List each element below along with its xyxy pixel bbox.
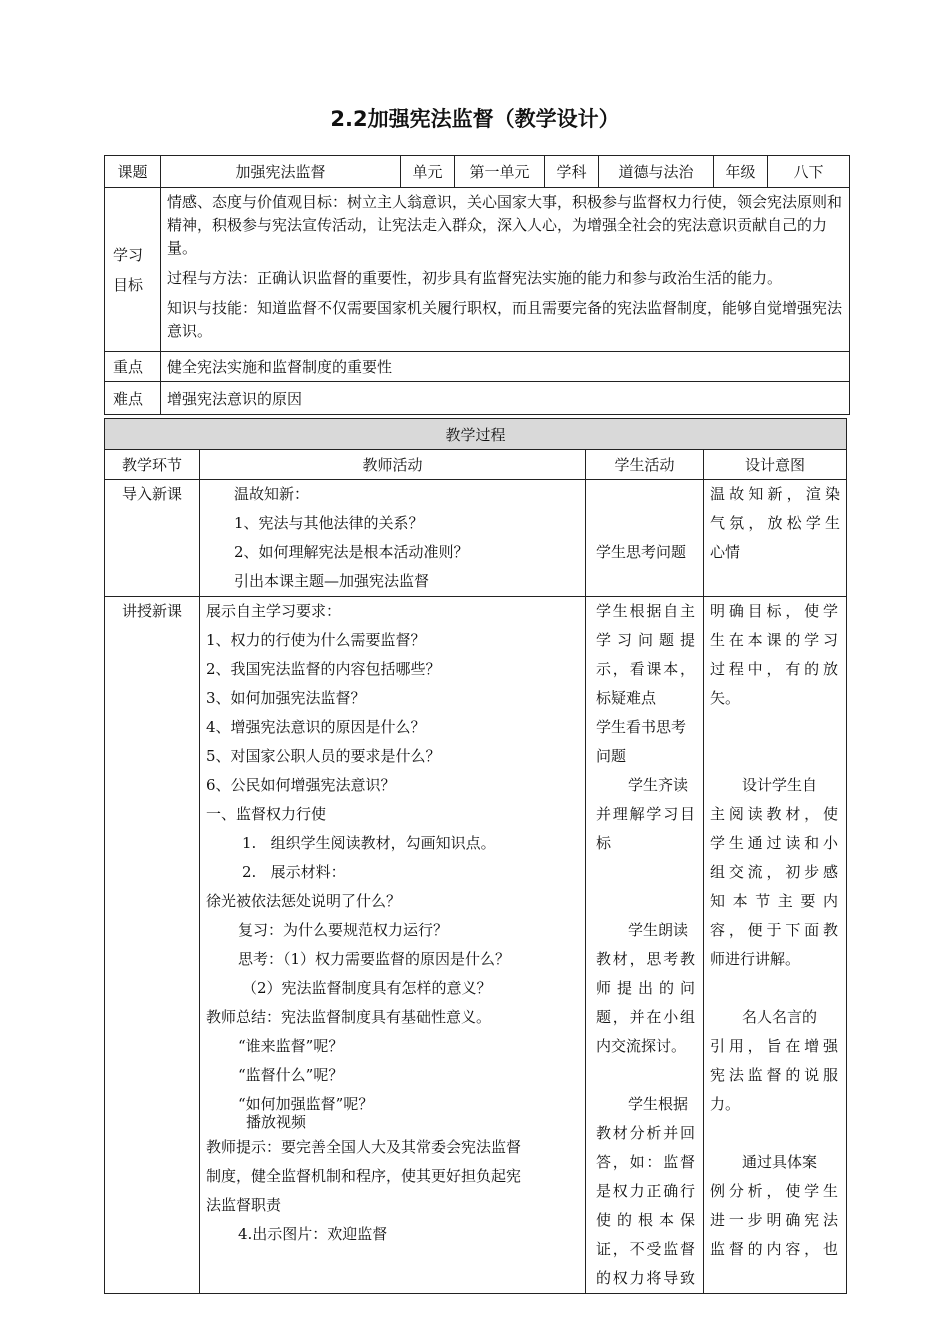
intro-student-line: 学生思考问题 [596,543,687,561]
lecture-student-line: 学生齐读 [628,776,689,794]
lecture-teacher-line: 4、增强宪法意识的原因是什么？ [206,718,426,736]
lecture-student-line: 学生看书思考 [596,718,687,736]
lecture-teacher-line: 一、监督权力行使 [206,805,327,823]
lecture-teacher-line: 1. 组织学生阅读教材，勾画知识点。 [242,834,496,852]
objectives-label-line2: 目标 [113,275,144,294]
lecture-intent-line: 例分析，使学生 [710,1182,839,1200]
grade-value: 八下 [768,156,850,188]
objectives-label-line1: 学习 [113,245,144,264]
difficulty-text: 增强宪法意识的原因 [161,382,850,415]
key-point-text: 健全宪法实施和监督制度的重要性 [161,352,850,382]
page-title: 2.2加强宪法监督（教学设计） [330,107,620,131]
lecture-intent [704,597,847,1294]
lecture-teacher-line: 3、如何加强宪法监督？ [206,689,366,707]
lecture-intent-line: 明确目标，使学 [710,602,839,620]
lecture-teacher-line: （2）宪法监督制度具有怎样的意义？ [242,979,492,997]
lecture-student-line: 标 [596,834,612,852]
lecture-student-line: 教材，思考教 [596,950,695,968]
lecture-intent-line: 力。 [710,1095,741,1113]
lecture-intent-line: 容，便于下面教 [710,921,839,939]
intro-teacher-line: 1、宪法与其他法律的关系？ [234,514,424,532]
lecture-student-line: 并理解学习目 [596,805,695,823]
lecture-student-line: 题，并在小组 [596,1008,695,1026]
lecture-student-line: 示，看课本， [596,660,695,678]
lecture-intent-line [710,742,838,771]
lecture-teacher-line: 播放视频 [246,1113,307,1131]
objective-knowledge: 知识与技能：知道监督不仅需要国家机关履行职权，而且需要完备的宪法监督制度，能够自觉增强宪法意识。 [167,299,843,340]
lecture-teacher-line: 徐光被依法惩处说明了什么？ [206,892,402,910]
lecture-teacher-line: 思考：（1）权力需要监督的原因是什么？ [238,950,511,968]
lecture-student-line: 学生根据 [628,1095,689,1113]
lecture-student-line: 的权力将导致 [596,1269,695,1287]
topic-label: 课题 [105,156,161,188]
lecture-intent-line [710,974,838,1003]
intro-intent-line: 温故知新，渲染 [710,485,841,503]
subject-label: 学科 [545,156,599,188]
intro-teacher-line: 温故知新： [234,485,310,503]
intro-intent-line: 心情 [710,543,741,561]
lecture-teacher-line: 制度，健全监督机制和程序，使其更好担负起宪 [206,1167,522,1185]
difficulty-label: 难点 [105,382,161,415]
lecture-student-line [596,1061,695,1090]
lecture-student-line: 问题 [596,747,627,765]
lecture-teacher-line: 2、我国宪法监督的内容包括哪些？ [206,660,441,678]
lecture-intent-line: 进一步明确宪法 [710,1211,839,1229]
lecture-teacher-line: 教师提示：要完善全国人大及其常委会宪法监督 [206,1138,522,1156]
process-header: 教学过程 [105,419,847,450]
col-student: 学生活动 [586,450,704,480]
intro-intent [704,480,847,597]
objectives-text [161,188,850,352]
lecture-intent-line: 引用，旨在增强 [710,1037,839,1055]
objective-emotion: 情感、态度与价值观目标：树立主人翁意识，关心国家大事，积极参与监督权力行使，领会宪法原则和精神，积极参与宪法宣传活动，让宪法走入群众，深入人心，为增强全社会的宪法意识贡献自己的力量。 [167,193,843,257]
objectives-label [105,188,161,352]
intro-stage-text: 导入新课 [121,485,182,503]
lecture-teacher-line: 6、公民如何增强宪法意识？ [206,776,396,794]
intro-intent-line: 气氛，放松学生 [710,514,841,532]
lecture-student-line: 学生根据自主 [596,602,695,620]
lecture-student-line: 教材分析并回 [596,1124,695,1142]
lecture-teacher-line: 教师总结：宪法监督制度具有基础性意义。 [206,1008,492,1026]
lecture-intent-line: 名人名言的 [742,1008,818,1026]
lecture-teacher-line: “谁来监督”呢？ [238,1037,344,1055]
lecture-intent-line [710,1119,838,1148]
unit-value: 第一单元 [455,156,545,188]
lecture-student-line [596,887,695,916]
lecture-teacher-line: 4.出示图片：欢迎监督 [238,1225,388,1243]
lecture-teacher [200,597,586,1294]
lecture-intent-line: 知本节主要内 [710,892,839,910]
lecture-intent-line: 设计学生自 [742,776,818,794]
subject-value: 道德与法治 [599,156,714,188]
lecture-stage [105,597,200,1294]
lecture-intent-line: 学生通过读和小 [710,834,839,852]
lecture-intent-line [710,713,838,742]
intro-teacher-line: 2、如何理解宪法是根本活动准则？ [234,543,469,561]
lecture-student-line [596,858,695,887]
course-info-table [104,155,850,415]
lecture-teacher-line: 展示自主学习要求： [206,602,342,620]
grade-label: 年级 [714,156,768,188]
col-teacher: 教师活动 [200,450,586,480]
lecture-student-line: 答，如：监督 [596,1153,695,1171]
lecture-teacher-line: 2. 展示材料： [242,863,346,881]
lecture-teacher-line: 复习：为什么要规范权力运行？ [238,921,449,939]
lecture-intent-line: 宪法监督的说服 [710,1066,839,1084]
intro-teacher-line: 引出本课主题—加强宪法监督 [234,572,430,590]
lecture-student-line: 是权力正确行 [596,1182,695,1200]
lecture-intent-line: 师进行讲解。 [710,950,801,968]
intro-stage [105,480,200,597]
lecture-student-line: 学习问题提 [596,631,695,649]
lecture-stage-text: 讲授新课 [121,602,182,620]
lecture-intent-line: 组交流，初步感 [710,863,839,881]
unit-label: 单元 [401,156,455,188]
lecture-intent-line: 矢。 [710,689,741,707]
topic-value: 加强宪法监督 [161,156,401,188]
lecture-student-line: 证，不受监督 [596,1240,695,1258]
lecture-teacher-line: 1、权力的行使为什么需要监督？ [206,631,426,649]
lecture-intent-line: 监督的内容，也 [710,1240,839,1258]
lecture-row [105,597,847,1294]
lecture-intent-line: 过程中，有的放 [710,660,839,678]
lecture-student-line: 学生朗读 [628,921,689,939]
intro-teacher [200,480,586,597]
lecture-intent-line: 主阅读教材，使 [710,805,839,823]
key-point-label: 重点 [105,352,161,382]
lecture-teacher-line: 法监督职责 [206,1196,282,1214]
lecture-student-line: 内交流探讨。 [596,1037,687,1055]
lecture-student-line: 使的根本保 [596,1211,695,1229]
lecture-student [586,597,704,1294]
col-intent: 设计意图 [704,450,847,480]
col-stage: 教学环节 [105,450,200,480]
intro-student [586,480,704,597]
lecture-teacher-line: “如何加强监督”呢？ [238,1095,374,1113]
intro-row [105,480,847,597]
teaching-process-table [104,418,847,1294]
lecture-intent-line: 通过具体案 [742,1153,818,1171]
lecture-teacher-line: “监督什么”呢？ [238,1066,344,1084]
lecture-student-line: 师提出的问 [596,979,695,997]
objective-process: 过程与方法：正确认识监督的重要性，初步具有监督宪法实施的能力和参与政治生活的能力。 [167,269,783,287]
lecture-teacher-line: 5、对国家公职人员的要求是什么？ [206,747,441,765]
lecture-intent-line: 生在本课的学习 [710,631,839,649]
lecture-student-line: 标疑难点 [596,689,657,707]
